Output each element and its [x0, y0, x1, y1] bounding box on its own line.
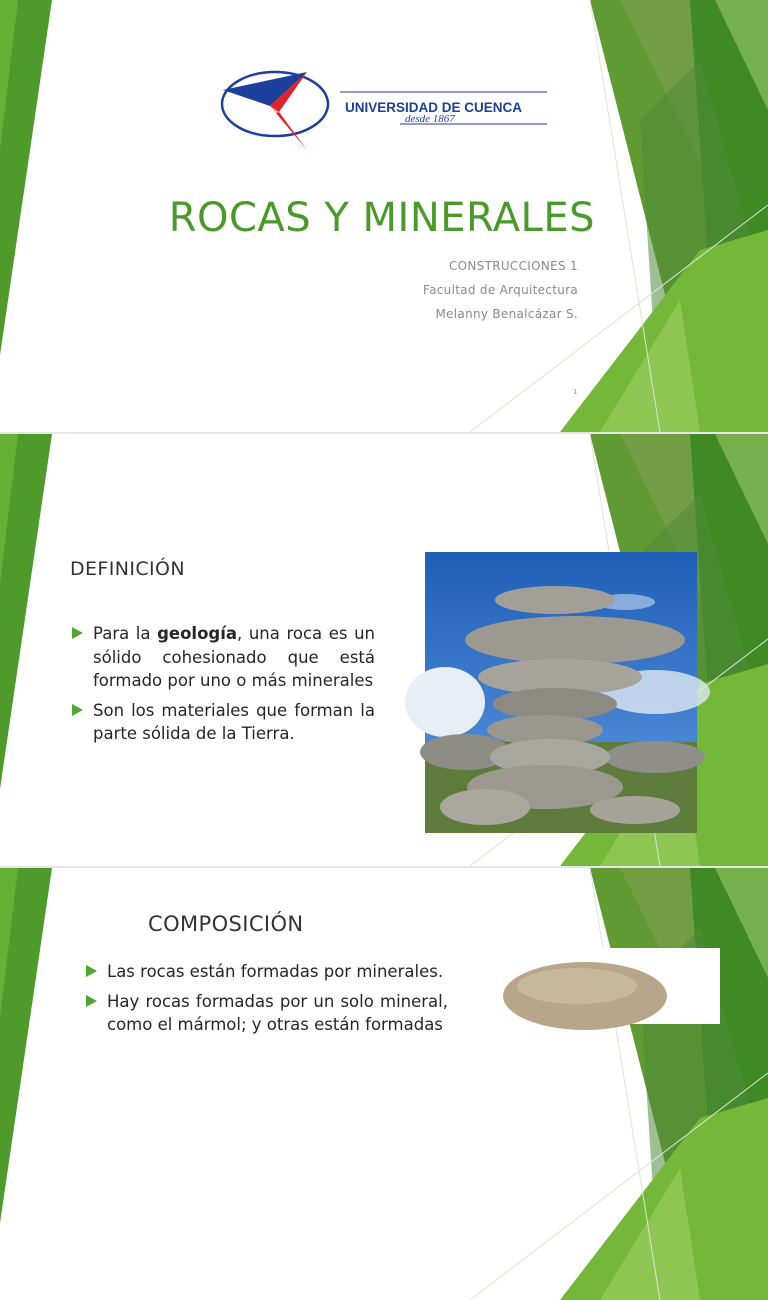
slide-definition	[0, 434, 768, 866]
green-decoration	[0, 868, 768, 1300]
page-number: 1	[573, 388, 578, 396]
bullet-arrow-icon	[86, 995, 97, 1007]
bullet-text: Hay rocas formadas por un solo mineral, como el mármol; y otras están formadas	[107, 991, 448, 1034]
definition-bullets	[72, 622, 375, 752]
university-emblem-icon	[215, 62, 560, 162]
slide-title-text: ROCAS Y MINERALES	[168, 195, 595, 241]
section-heading: DEFINICIÓN	[70, 558, 186, 580]
university-name: UNIVERSIDAD DE CUENCA	[345, 100, 523, 115]
section-heading: COMPOSICIÓN	[148, 912, 304, 936]
rock-photo	[425, 552, 697, 833]
list-item	[72, 699, 375, 746]
bullet-text: Para la	[93, 624, 158, 643]
bullet-text: , una roca es un sólido cohesionado que está formado por uno o más minerales	[93, 624, 375, 690]
bullet-arrow-icon	[72, 627, 83, 639]
list-item	[86, 990, 448, 1037]
slide-title	[0, 0, 768, 432]
university-logo	[215, 62, 560, 162]
slide-composition	[0, 868, 768, 1034]
subtitle-course: CONSTRUCCIONES 1	[448, 259, 578, 273]
pebble-photo	[495, 948, 720, 1024]
bullet-bold-term: geología	[157, 624, 238, 643]
list-item	[86, 960, 448, 984]
bullet-arrow-icon	[86, 965, 97, 977]
subtitle-faculty: Facultad de Arquitectura	[423, 283, 578, 297]
subtitle-author: Melanny Benalcázar S.	[435, 307, 578, 321]
composition-bullets	[86, 960, 448, 1043]
bullet-text: Son los materiales que forman la parte sólida de la Tierra.	[93, 700, 375, 743]
list-item	[72, 622, 375, 693]
university-tagline: desde 1867	[405, 113, 455, 125]
bullet-text: Las rocas están formadas por minerales.	[107, 962, 444, 981]
bullet-arrow-icon	[72, 704, 83, 716]
